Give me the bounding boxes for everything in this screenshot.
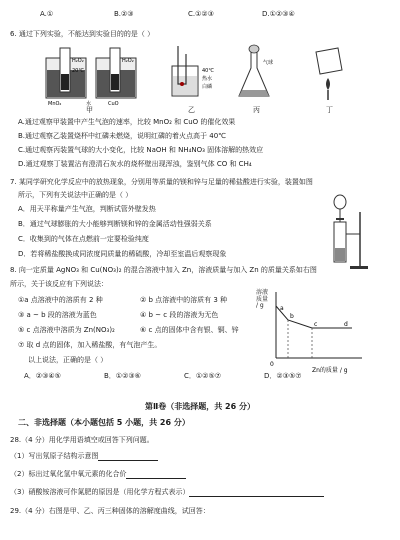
figure-ding bbox=[308, 44, 348, 106]
q28-line-1-text: （1）写出氖原子结构示意图 bbox=[10, 452, 99, 460]
point-c: c bbox=[314, 321, 318, 328]
fig-label-ding: 丁 bbox=[326, 106, 333, 114]
fig-label-jia: 甲 bbox=[86, 106, 93, 114]
q8-item-7: ⑦ 取 d 点的固体，加入稀盐酸，有气泡产生。 bbox=[18, 341, 162, 349]
q8-item-2: ② b 点溶液中的溶质有 3 种 bbox=[140, 296, 228, 304]
q8-choice-b: B．①②③⑥ bbox=[104, 372, 141, 380]
q8-choice-a: A．②③④⑤ bbox=[24, 372, 61, 380]
q5-choice-d: D.①②③④ bbox=[262, 10, 295, 18]
q6-stem: 6. 通过下列实验，不能达到实验目的的是（ ） bbox=[10, 30, 155, 38]
q6-option-d: D.通过观察丁装置沾有澄清石灰水的烧杯壁出现浑浊，鉴别气体 CO 和 CH₄ bbox=[18, 160, 252, 168]
q8-chart bbox=[262, 286, 372, 376]
q8-choice-d: D．②③⑤⑦ bbox=[264, 372, 302, 380]
water-label: 水 bbox=[86, 101, 92, 106]
q6-option-c: C.通过观察丙装置气球的大小变化，比较 NaOH 和 NH₄NO₃ 固体溶解的热效应 bbox=[18, 146, 264, 154]
balloon-label: 气球 bbox=[263, 60, 274, 66]
point-d: d bbox=[344, 321, 348, 328]
q28-line-2 bbox=[10, 470, 186, 479]
q8-summary: 以上说法，正确的是（ ） bbox=[28, 356, 108, 364]
point-b: b bbox=[290, 313, 294, 320]
q6-option-a: A.通过观察甲装置中产生气泡的速率，比较 MnO₂ 和 CuO 的催化效果 bbox=[18, 118, 236, 126]
q28-blank-1[interactable] bbox=[98, 460, 158, 461]
q8-item-3: ③ a ~ b 段的溶液为蓝色 bbox=[18, 311, 97, 319]
q5-choice-b: B.②③ bbox=[114, 10, 134, 18]
q6-figures bbox=[38, 44, 338, 114]
q8-item-5: ⑤ c 点溶液中溶质为 Zn(NO₃)₂ bbox=[18, 326, 115, 334]
fig-label-yi: 乙 bbox=[188, 106, 195, 114]
point-a: a bbox=[280, 305, 284, 312]
q8-stem-line1: 8. 向一定质量 AgNO₃ 和 Cu(NO₃)₂ 的混合溶液中加入 Zn，溶液质量与加入 Zn 的质量关系如右图 bbox=[10, 266, 317, 274]
q7-option-c: C．收集到的气体在点燃前一定要检验纯度 bbox=[18, 235, 149, 243]
q7-option-a: A．用天平称量产生气泡，判断试管外壁发热 bbox=[18, 205, 156, 213]
mno2-label: MnO₂ bbox=[48, 101, 62, 106]
water-20-label: 20℃ bbox=[72, 68, 84, 74]
water-40-label: 40℃ bbox=[202, 68, 214, 74]
q29-stem: 29.（4 分）右图是甲、乙、丙三种固体的溶解度曲线，试回答： bbox=[10, 507, 210, 515]
fig-label-bing: 丙 bbox=[253, 106, 260, 114]
figure-bing bbox=[233, 44, 283, 106]
white-p-label: 白磷 bbox=[202, 84, 213, 90]
q6-option-b: B.通过观察乙装置烧杯中红磷未燃烧，说明红磷的着火点高于 40℃ bbox=[18, 132, 227, 140]
part2-section: 二、非选择题（本小题包括 5 小题，共 26 分） bbox=[18, 418, 190, 427]
chart-origin: 0 bbox=[270, 361, 274, 368]
q28-line-2-text: （2）标出过氧化氢中氧元素的化合价 bbox=[10, 470, 127, 478]
figure-jia bbox=[38, 44, 148, 106]
q8-item-4: ④ b ~ c 段的溶液为无色 bbox=[140, 311, 219, 319]
cuo-label: CuO bbox=[108, 101, 119, 106]
q5-choices bbox=[40, 10, 380, 19]
figure-yi bbox=[166, 44, 226, 106]
chart-ylabel: 溶液质量 / g bbox=[256, 289, 269, 310]
q8-choice-c: C．①②⑤⑦ bbox=[184, 372, 221, 380]
q28-line-3 bbox=[10, 488, 324, 497]
q28-stem: 28.（4 分）用化学用语填空或回答下列问题。 bbox=[10, 436, 154, 444]
q5-choice-a: A.① bbox=[40, 10, 54, 18]
q8-item-1: ①a 点溶液中的溶质有 2 种 bbox=[18, 296, 103, 304]
q8-stem-line2: 所示，关于该反应有下列说法： bbox=[10, 280, 108, 288]
q28-blank-3[interactable] bbox=[189, 496, 324, 497]
chart-xlabel: Zn的质量 / g bbox=[312, 367, 348, 374]
q8-item-6: ⑥ c 点的固体中含有银、铜、锌 bbox=[140, 326, 239, 334]
hot-water-label: 热水 bbox=[202, 76, 213, 82]
part2-title: 第Ⅱ卷（非选择题，共 26 分） bbox=[145, 402, 255, 411]
h2o2-label-2: H₂O₂ bbox=[122, 58, 134, 64]
q28-line-1 bbox=[10, 452, 158, 461]
q7-option-d: D．若将稀盐酸换成同浓度同质量的稀硫酸，冷却至室温后观察现象 bbox=[18, 250, 227, 258]
q7-apparatus bbox=[320, 192, 370, 272]
q7-stem-line1: 7. 某同学研究化学反应中的放热现象，分别用等质量的镁和锌与足量的稀盐酸进行实验，装置如图 bbox=[10, 178, 313, 186]
q7-stem-line2: 所示，下列有关说法中正确的是（ ） bbox=[18, 191, 133, 199]
q28-line-3-text: （3）硝酸铵溶液可作氮肥的原因是（用化学方程式表示） bbox=[10, 488, 190, 496]
h2o2-label-1: H₂O₂ bbox=[72, 58, 84, 64]
q7-option-b: B．通过气球膨胀的大小能够判断镁和锌的金属活动性强弱关系 bbox=[18, 220, 212, 228]
q5-choice-c: C.①②③ bbox=[188, 10, 214, 18]
q28-blank-2[interactable] bbox=[126, 478, 186, 479]
